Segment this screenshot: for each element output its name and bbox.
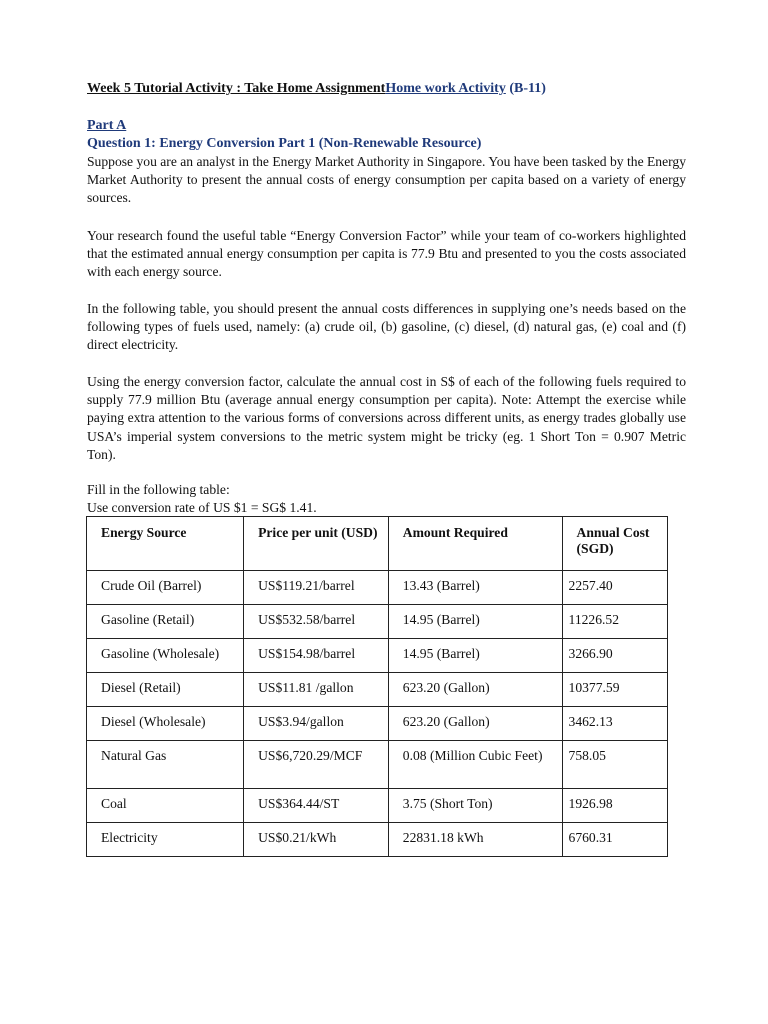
part-label: Part A [87, 118, 127, 133]
cell-cost: 10377.59 [562, 673, 667, 707]
table-row [87, 571, 668, 605]
title-text: Week 5 Tutorial Activity : Take Home Assignment [87, 81, 386, 96]
table-row [87, 605, 668, 639]
cell-price: US$532.58/barrel [244, 605, 389, 639]
cell-amount: 3.75 (Short Ton) [388, 789, 562, 823]
cell-source: Diesel (Retail) [87, 673, 244, 707]
table-header-row [87, 517, 668, 571]
table-row [87, 707, 668, 741]
table-row [87, 823, 668, 857]
cell-amount: 13.43 (Barrel) [388, 571, 562, 605]
paragraph-research: Your research found the useful table “Energy Conversion Factor” while your team of co-workers highlighted that the estimated annual energy consumption per capita is 77.9 Btu and presented to you the costs associated with each energy source. [87, 228, 686, 280]
conversion-rate: Use conversion rate of US $1 = SG$ 1.41. [87, 500, 317, 515]
table-row [87, 789, 668, 823]
cell-source: Diesel (Wholesale) [87, 707, 244, 741]
cell-amount: 623.20 (Gallon) [388, 707, 562, 741]
cell-amount: 14.95 (Barrel) [388, 639, 562, 673]
header-annual-cost: Annual Cost (SGD) [562, 517, 667, 571]
paragraph-conversion-note: Using the energy conversion factor, calculate the annual cost in S$ of each of the following fuels required to supply 77.9 million Btu (average annual energy consumption per capita). Note: Attempt the exercise while paying extra attention to the various forms of conversions across different units, as energy trades globally use USA’s imperial system conversions to the metric system might be tricky (eg. 1 Short Ton = 0.907 Metric Ton). [87, 374, 686, 462]
question-title: Question 1: Energy Conversion Part 1 (Non-Renewable Resource) [87, 136, 482, 151]
energy-cost-table [86, 516, 668, 857]
fill-instruction: Fill in the following table: [87, 482, 230, 497]
cell-source: Coal [87, 789, 244, 823]
cell-cost: 3266.90 [562, 639, 667, 673]
cell-price: US$364.44/ST [244, 789, 389, 823]
cell-cost: 1926.98 [562, 789, 667, 823]
cell-source: Electricity [87, 823, 244, 857]
cell-price: US$0.21/kWh [244, 823, 389, 857]
cell-source: Natural Gas [87, 741, 244, 789]
cell-source: Gasoline (Retail) [87, 605, 244, 639]
document-title [87, 81, 546, 97]
cell-amount: 14.95 (Barrel) [388, 605, 562, 639]
cell-source: Crude Oil (Barrel) [87, 571, 244, 605]
cell-price: US$119.21/barrel [244, 571, 389, 605]
header-energy-source: Energy Source [87, 517, 244, 571]
cell-price: US$154.98/barrel [244, 639, 389, 673]
cell-price: US$6,720.29/MCF [244, 741, 389, 789]
cell-amount: 22831.18 kWh [388, 823, 562, 857]
table-row [87, 741, 668, 789]
paragraph-intro: Suppose you are an analyst in the Energy Market Authority in Singapore. You have been tasked by the Energy Market Authority to present the annual costs of energy consumption per capita based on a variety of energy sources. [87, 154, 687, 206]
header-price-per-unit: Price per unit (USD) [244, 517, 389, 571]
cell-cost: 758.05 [562, 741, 667, 789]
header-amount-required: Amount Required [388, 517, 562, 571]
title-code: (B-11) [505, 81, 546, 96]
homework-activity-link[interactable]: Home work Activity [385, 81, 506, 96]
paragraph-table-instructions: In the following table, you should present the annual costs differences in supplying one’s needs based on the following types of fuels used, namely: (a) crude oil, (b) gasoline, (c) diesel, (d) natural gas, (e) coal and (f) direct electricity. [87, 301, 686, 353]
table-row [87, 639, 668, 673]
cell-cost: 2257.40 [562, 571, 667, 605]
cell-price: US$3.94/gallon [244, 707, 389, 741]
table-row [87, 673, 668, 707]
cell-source: Gasoline (Wholesale) [87, 639, 244, 673]
cell-amount: 0.08 (Million Cubic Feet) [388, 741, 562, 789]
cell-cost: 6760.31 [562, 823, 667, 857]
cell-price: US$11.81 /gallon [244, 673, 389, 707]
cell-cost: 3462.13 [562, 707, 667, 741]
cell-cost: 11226.52 [562, 605, 667, 639]
cell-amount: 623.20 (Gallon) [388, 673, 562, 707]
